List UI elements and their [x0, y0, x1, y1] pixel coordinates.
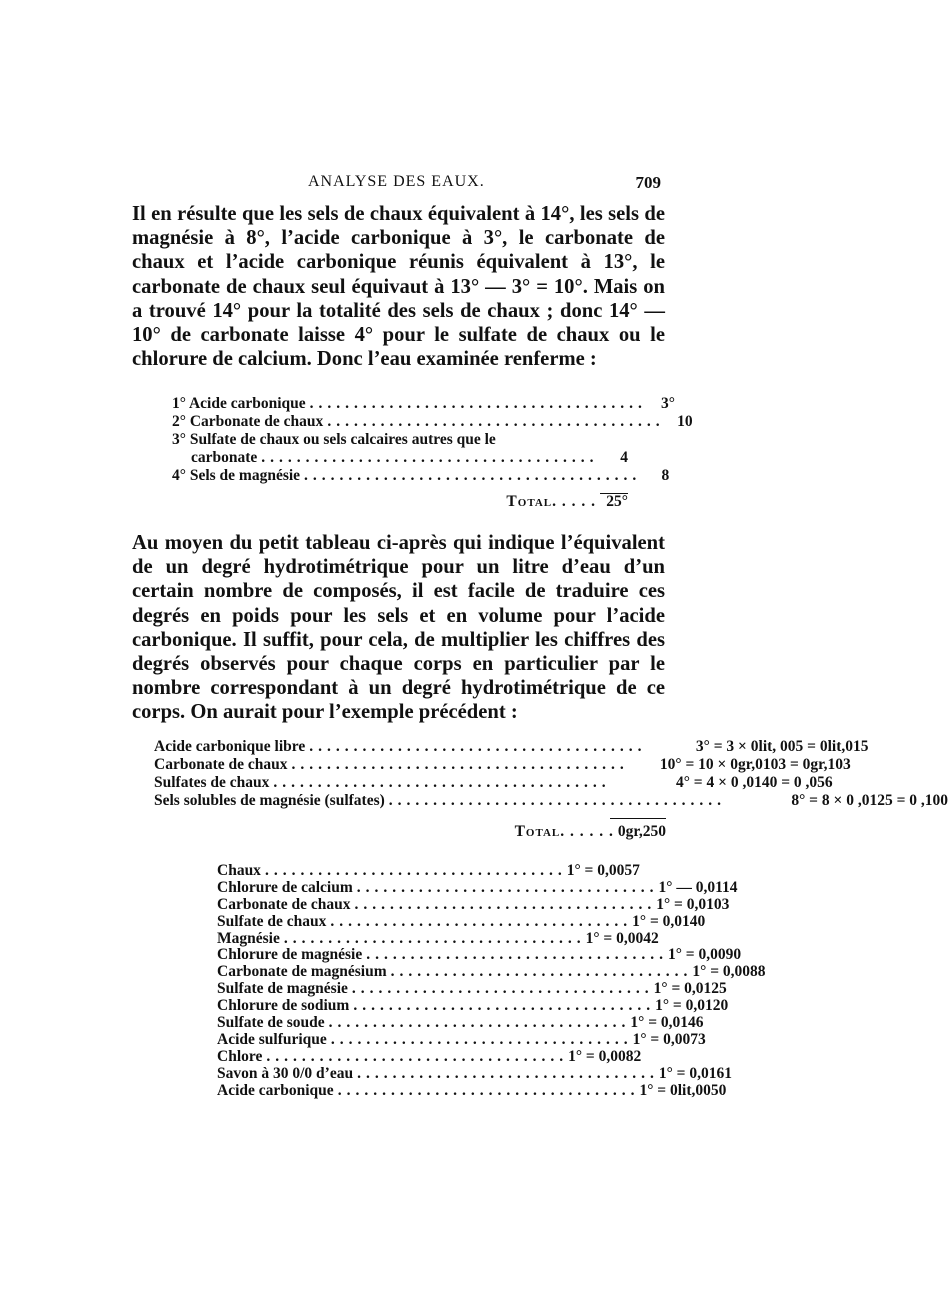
total-label: Total. . . . . .: [514, 823, 614, 840]
table-row: [172, 449, 628, 467]
page-header: [130, 173, 665, 199]
row-label: 3° Sulfate de chaux ou sels calcaires autres que le: [172, 431, 496, 448]
row-label: Chlorure de magnésie: [217, 946, 363, 964]
conversion-table: [154, 738, 948, 841]
leader-dots: ..................................: [266, 1047, 569, 1065]
row-label: Sulfate de magnésie: [217, 980, 348, 998]
row-label: carbonate: [191, 449, 258, 466]
row-label: Acide sulfurique: [217, 1030, 327, 1048]
total-rule: [610, 818, 666, 819]
table-row: [172, 413, 693, 431]
row-label: Chlorure de sodium: [217, 997, 350, 1015]
total-row: [154, 823, 666, 841]
leader-dots: ......................................: [304, 467, 642, 484]
total-value: 0gr,250: [617, 823, 666, 840]
table-row: [154, 792, 948, 810]
paragraph-2: Au moyen du petit tableau ci-après qui indique l’équivalent de un degré hydrotimétrique pour un litre d’eau d’un certain nombre de composés, il est facile de traduire ces degrés en poids pour les sels et en volume pour l’acide carbonique. Il suffit, pour cela, de multiplier les chiffres des degrés observés pour chaque corps en particulier par le nombre correspondant à un degré hydrotimétrique de ce corps. On aurait pour l’exemple précédent :: [132, 532, 665, 724]
composition-table: [172, 395, 693, 511]
row-value: 4: [620, 449, 628, 466]
row-equivalent: 1° = 0,0125: [653, 980, 727, 998]
row-equivalent: 1° = 0,0161: [658, 1064, 732, 1082]
row-equivalent: 1° = 0,0120: [655, 997, 729, 1015]
table-row: [217, 929, 659, 948]
row-equivalent: 1° = 0,0140: [632, 912, 706, 930]
row-equivalent: 1° = 0,0146: [630, 1014, 704, 1032]
table-row: [172, 395, 675, 413]
table-row: [217, 1047, 642, 1066]
row-equivalent: 1° = 0,0082: [568, 1047, 642, 1065]
row-label: Chlore: [217, 1047, 263, 1065]
row-equivalent: 1° = 0lit,0050: [639, 1081, 727, 1099]
row-calculation: 3° = 3 × 0lit, 005 = 0lit,015: [695, 738, 869, 755]
leader-dots: ..................................: [264, 862, 567, 879]
row-label: Carbonate de chaux: [217, 895, 351, 913]
row-label: Carbonate de chaux: [154, 756, 288, 773]
row-label: Magnésie: [217, 929, 280, 947]
table-row: [217, 997, 729, 1015]
leader-dots: ..................................: [330, 1030, 633, 1048]
row-label: Carbonate de magnésium: [217, 963, 387, 981]
leader-dots: ..................................: [330, 912, 633, 930]
row-label: Savon à 30 0/0 d’eau: [217, 1064, 354, 1082]
leader-dots: ..................................: [353, 997, 656, 1015]
leader-dots: ......................................: [291, 756, 629, 773]
leader-dots: ..................................: [328, 1014, 631, 1032]
row-calculation: 4° = 4 × 0 ,0140 = 0 ,056: [675, 774, 833, 791]
leader-dots: ..................................: [354, 895, 657, 913]
total-rule: [600, 493, 628, 494]
table-row: [217, 895, 730, 914]
table-row: [217, 1081, 727, 1100]
table-row: [217, 1064, 732, 1083]
row-label: Sulfates de chaux: [154, 774, 270, 791]
row-label: Acide carbonique: [217, 1081, 334, 1099]
table-row: [217, 963, 766, 981]
leader-dots: ..................................: [351, 980, 654, 998]
table-row: [154, 756, 851, 774]
row-equivalent: 1° = 0,0073: [632, 1030, 706, 1048]
row-value: 3°: [660, 395, 675, 412]
table-row: [217, 946, 742, 964]
row-equivalent: 1° = 0,0057: [566, 862, 640, 879]
leader-dots: ..................................: [283, 929, 586, 947]
table-row: [154, 774, 833, 792]
row-value: 8: [661, 467, 670, 484]
equivalence-table: [217, 862, 766, 1099]
row-equivalent: 1° = 0,0103: [656, 895, 730, 913]
row-equivalent: 1° = 0,0090: [667, 946, 742, 964]
row-label: Chlorure de calcium: [217, 878, 353, 896]
table-row: [217, 1014, 704, 1032]
row-label: 2° Carbonate de chaux: [172, 413, 324, 430]
row-calculation: 10° = 10 × 0gr,0103 = 0gr,103: [659, 756, 851, 773]
table-row: [217, 862, 640, 880]
row-label: Sulfate de soude: [217, 1014, 325, 1032]
row-equivalent: 1° — 0,0114: [658, 878, 738, 896]
row-label: 1° Acide carbonique: [172, 395, 306, 412]
table-row: [217, 980, 727, 998]
row-equivalent: 1° = 0,0088: [692, 963, 766, 981]
table-row: [217, 878, 738, 897]
table-row: [172, 431, 628, 449]
leader-dots: ......................................: [309, 395, 647, 412]
row-label: Acide carbonique libre: [154, 738, 306, 755]
row-value: 10: [677, 413, 693, 430]
leader-dots: ..................................: [356, 878, 659, 896]
row-equivalent: 1° = 0,0042: [585, 929, 659, 947]
total-row: [172, 493, 628, 511]
leader-dots: ......................................: [261, 449, 599, 466]
row-label: Chaux: [217, 862, 261, 879]
table-row: [154, 738, 869, 756]
page-number: 709: [635, 173, 661, 192]
row-calculation: 8° = 8 × 0 ,0125 = 0 ,100: [791, 792, 948, 809]
total-label: Total. . . . .: [506, 493, 596, 510]
paragraph-1: Il en résulte que les sels de chaux équivalent à 14°, les sels de magnésie à 8°, l’acide carbonique à 3°, le carbonate de chaux et l’acide carbonique réunis équivalent à 13°, le carbonate de chaux seul équivaut à 13° — 3° = 10°. Mais on a trouvé 14° pour la totalité des sels de chaux ; donc 14° — 10° de carbonate laisse 4° pour le sulfate de chaux ou le chlorure de calcium. Donc l’eau examinée renferme :: [132, 203, 665, 371]
running-title: ANALYSE DES EAUX.: [308, 173, 485, 190]
row-label: Sulfate de chaux: [217, 912, 327, 930]
leader-dots: ..................................: [357, 1064, 659, 1082]
leader-dots: ......................................: [273, 774, 611, 791]
leader-dots: ......................................: [388, 792, 727, 809]
total-value: 25°: [606, 493, 628, 510]
table-row: [172, 467, 670, 485]
table-row: [217, 1030, 706, 1049]
leader-dots: ..................................: [390, 963, 693, 981]
table-row: [217, 912, 706, 931]
leader-dots: ..................................: [337, 1081, 640, 1099]
leader-dots: ..................................: [366, 946, 668, 964]
row-label: Sels solubles de magnésie (sulfates): [154, 792, 385, 809]
row-label: 4° Sels de magnésie: [172, 467, 301, 484]
leader-dots: ......................................: [309, 738, 647, 755]
leader-dots: ......................................: [327, 413, 665, 430]
